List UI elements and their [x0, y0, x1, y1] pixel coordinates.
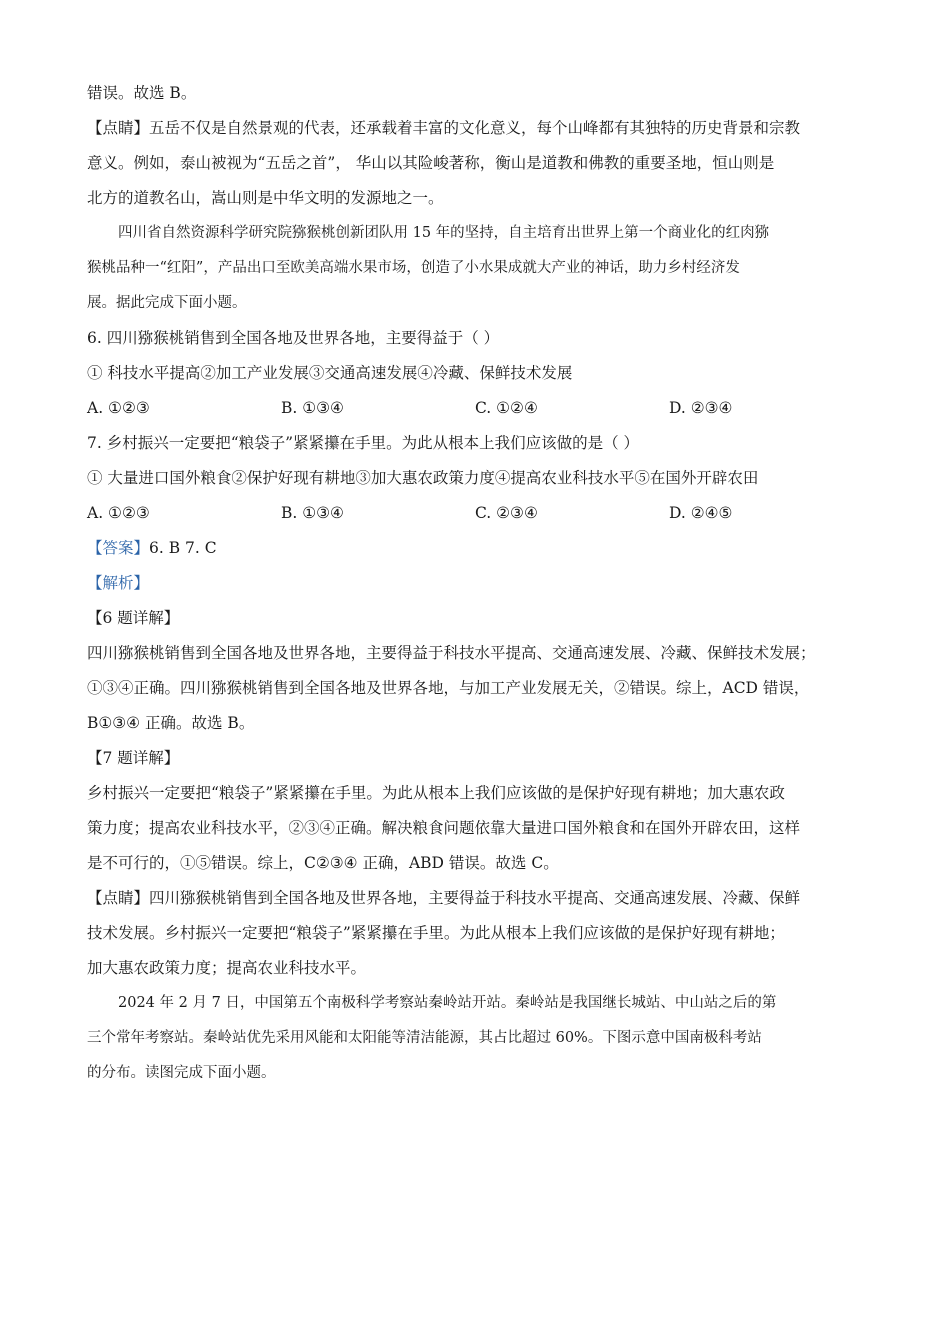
- passage-2-line-3: 的分布。读图完成下面小题。: [87, 1065, 276, 1081]
- passage-1-line-1: 四川省自然资源科学研究院猕猴桃创新团队用 15 年的坚持，自主培育出世界上第一个商业化的红肉猕: [118, 225, 770, 241]
- passage-1-line-2: 猴桃品种一“红阳”，产品出口至欧美高端水果市场，创造了小水果成就大产业的神话，助力乡村经济发: [87, 260, 740, 276]
- dianjing-1-line-3: 北方的道教名山，嵩山则是中华文明的发源地之一。: [87, 189, 444, 207]
- q6-option-d: D. ②③④: [669, 399, 733, 417]
- detail-6-tag: 【6 题详解】: [87, 609, 180, 627]
- answer-text: 6. B 7. C: [149, 539, 217, 557]
- question-6: 6. 四川猕猴桃销售到全国各地及世界各地，主要得益于（ ）: [87, 329, 500, 347]
- detail-6-line-1: 四川猕猴桃销售到全国各地及世界各地，主要得益于科技水平提高、交通高速发展、冷藏、保鲜技术发展；: [87, 644, 816, 662]
- answer-tag: 【答案】: [87, 539, 150, 557]
- answer-line: [87, 533, 867, 568]
- detail-7-line-2: 策力度；提高农业科技水平，②③④正确。解决粮食问题依靠大量进口国外粮食和在国外开辟农田，这样: [87, 819, 801, 837]
- passage-2-line-2: 三个常年考察站。秦岭站优先采用风能和太阳能等清洁能源，其占比超过 60%。下图示意中国南极科考站: [87, 1030, 762, 1046]
- question-6-statements: ① 科技水平提高②加工产业发展③交通高速发展④冷藏、保鲜技术发展: [87, 364, 573, 382]
- analysis-tag: 【解析】: [87, 574, 150, 592]
- dianjing-1-line-1: [87, 113, 867, 148]
- dianjing-2-line-3: 加大惠农政策力度；提高农业科技水平。: [87, 959, 367, 977]
- passage-2-line-1: 2024 年 2 月 7 日，中国第五个南极科学考察站秦岭站开站。秦岭站是我国继长城站、中山站之后的第: [118, 995, 777, 1011]
- q7-option-a: A. ①②③: [87, 504, 150, 522]
- passage-1-line-3: 展。据此完成下面小题。: [87, 295, 247, 311]
- question-7-statements: ① 大量进口国外粮食②保护好现有耕地③加大惠农政策力度④提高农业科技水平⑤在国外开辟农田: [87, 469, 759, 487]
- dianjing-1-line-2: 意义。例如，泰山被视为“五岳之首”， 华山以其险峻著称，衡山是道教和佛教的重要圣地，恒山则是: [87, 154, 775, 172]
- q7-option-c: C. ②③④: [475, 504, 538, 522]
- prev-answer-conclusion: 错误。故选 B。: [87, 84, 197, 102]
- q6-option-a: A. ①②③: [87, 399, 150, 417]
- dianjing-text: 五岳不仅是自然景观的代表，还承载着丰富的文化意义，每个山峰都有其独特的历史背景和宗教: [149, 119, 801, 137]
- q6-option-c: C. ①②④: [475, 399, 538, 417]
- document-page: [87, 78, 867, 1093]
- question-7-options: [87, 498, 867, 533]
- dianjing-2-line-2: 技术发展。乡村振兴一定要把“粮袋子”紧紧攥在手里。为此从根本上我们应该做的是保护好现有耕地；: [87, 924, 785, 942]
- detail-6-line-2: ①③④正确。四川猕猴桃销售到全国各地及世界各地，与加工产业发展无关，②错误。综上，ACD 错误，: [87, 679, 810, 697]
- question-6-options: [87, 393, 867, 428]
- dianjing-tag: 【点睛】: [87, 119, 150, 137]
- question-7: 7. 乡村振兴一定要把“粮袋子”紧紧攥在手里。为此从根本上我们应该做的是（ ）: [87, 434, 639, 452]
- q7-option-b: B. ①③④: [281, 504, 344, 522]
- detail-7-line-1: 乡村振兴一定要把“粮袋子”紧紧攥在手里。为此从根本上我们应该做的是保护好现有耕地；加大惠农政: [87, 784, 785, 802]
- detail-7-tag: 【7 题详解】: [87, 749, 180, 767]
- q7-option-d: D. ②④⑤: [669, 504, 733, 522]
- dianjing-text: 四川猕猴桃销售到全国各地及世界各地，主要得益于科技水平提高、交通高速发展、冷藏、保鲜: [149, 889, 801, 907]
- detail-6-line-3: B①③④ 正确。故选 B。: [87, 714, 255, 732]
- dianjing-2-line-1: [87, 883, 867, 918]
- dianjing-tag: 【点睛】: [87, 889, 150, 907]
- detail-7-line-3: 是不可行的，①⑤错误。综上，C②③④ 正确，ABD 错误。故选 C。: [87, 854, 559, 872]
- q6-option-b: B. ①③④: [281, 399, 344, 417]
